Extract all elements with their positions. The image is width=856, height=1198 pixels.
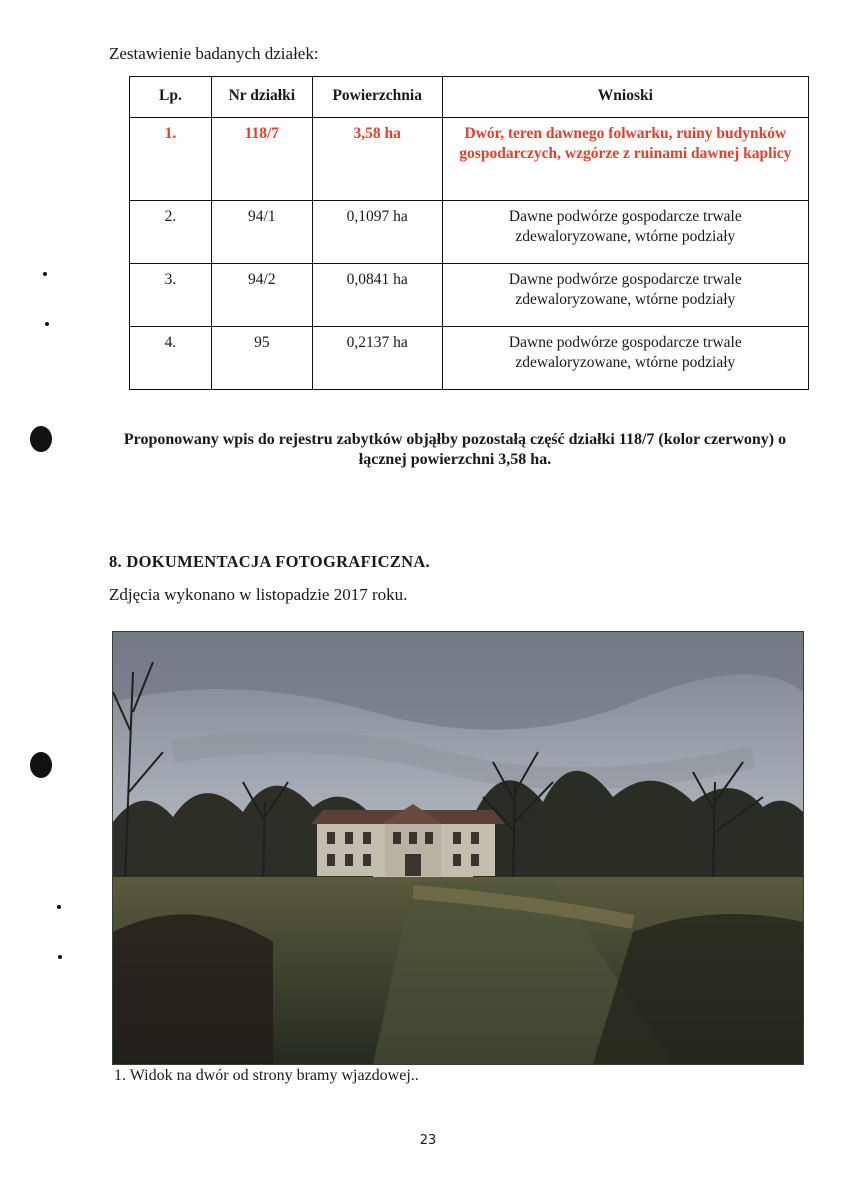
table-header-row bbox=[130, 77, 809, 118]
table-row bbox=[130, 264, 809, 327]
cell-lp: 3. bbox=[130, 264, 212, 327]
cell-conclusion: Dawne podwórze gospodarcze trwale zdewaloryzowane, wtórne podziały bbox=[442, 264, 808, 327]
manor-house-photo bbox=[112, 631, 804, 1065]
cell-lp: 1. bbox=[130, 118, 212, 201]
table-row bbox=[130, 327, 809, 390]
scan-speck-mark bbox=[58, 955, 62, 959]
scan-speck-mark bbox=[43, 272, 47, 276]
cell-conclusion: Dawne podwórze gospodarcze trwale zdewaloryzowane, wtórne podziały bbox=[442, 327, 808, 390]
punch-hole-mark bbox=[30, 426, 52, 452]
scan-speck-mark bbox=[57, 905, 61, 909]
registry-proposal: Proponowany wpis do rejestru zabytków objąłby pozostałą część działki 118/7 (kolor czerwony) o łącznej powierzchni 3,58 ha. bbox=[123, 431, 787, 468]
page-number: 23 bbox=[419, 1133, 437, 1148]
table-row bbox=[130, 118, 809, 201]
cell-conclusion: Dwór, teren dawnego folwarku, ruiny budynków gospodarczych, wzgórze z ruinami dawnej kaplicy bbox=[442, 118, 808, 201]
cell-area: 0,1097 ha bbox=[312, 201, 442, 264]
scan-speck-mark bbox=[45, 322, 49, 326]
header-lp: Lp. bbox=[130, 77, 212, 118]
header-plot-number: Nr działki bbox=[211, 77, 312, 118]
cell-plot-number: 94/2 bbox=[211, 264, 312, 327]
manor-house-landscape-photo-icon bbox=[113, 632, 803, 1064]
table-row bbox=[130, 201, 809, 264]
cell-plot-number: 95 bbox=[211, 327, 312, 390]
intro-text: Zestawienie badanych działek: bbox=[109, 44, 319, 63]
cell-lp: 4. bbox=[130, 327, 212, 390]
photo-date-note: Zdjęcia wykonano w listopadzie 2017 roku. bbox=[109, 585, 408, 604]
header-area: Powierzchnia bbox=[312, 77, 442, 118]
punch-hole-mark bbox=[30, 752, 52, 778]
cell-area: 0,0841 ha bbox=[312, 264, 442, 327]
plots-table bbox=[129, 76, 809, 390]
cell-plot-number: 94/1 bbox=[211, 201, 312, 264]
cell-area: 3,58 ha bbox=[312, 118, 442, 201]
cell-plot-number: 118/7 bbox=[211, 118, 312, 201]
photo-caption: 1. Widok na dwór od strony bramy wjazdowej.. bbox=[114, 1067, 419, 1084]
header-conclusions: Wnioski bbox=[442, 77, 808, 118]
cell-area: 0,2137 ha bbox=[312, 327, 442, 390]
cell-conclusion: Dawne podwórze gospodarcze trwale zdewaloryzowane, wtórne podziały bbox=[442, 201, 808, 264]
section-heading: 8. DOKUMENTACJA FOTOGRAFICZNA. bbox=[109, 552, 430, 571]
cell-lp: 2. bbox=[130, 201, 212, 264]
